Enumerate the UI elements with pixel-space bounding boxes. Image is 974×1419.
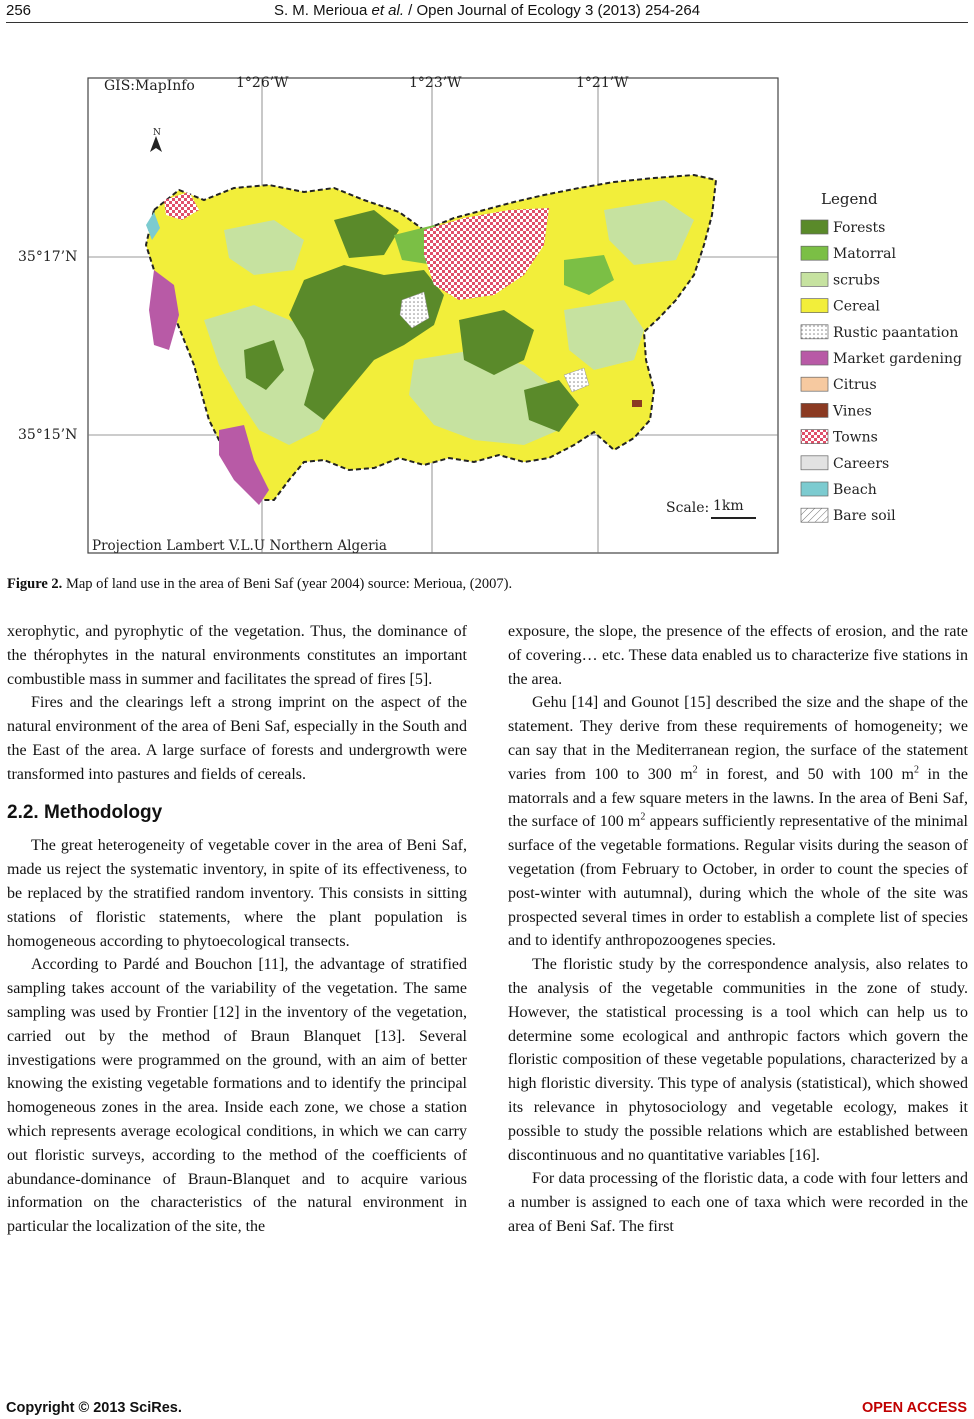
superscript: 2 bbox=[692, 764, 698, 776]
legend-swatch bbox=[801, 220, 828, 234]
text-run: appears sufficiently representative of the minimal surface of the vegetable formations. Regular visits during the season of vegetation (from February to October, in order to count the species of post-winter with autumnal), during which the whole of the site was prospected several times in order to establish a complete list of species and to identify anthropozoogenes species. bbox=[508, 813, 968, 950]
legend-swatch bbox=[801, 403, 828, 417]
scale-value: 1km bbox=[713, 498, 744, 514]
legend-swatch bbox=[801, 456, 828, 470]
caption-text: Map of land use in the area of Beni Saf (year 2004) source: Merioua, (2007). bbox=[62, 576, 513, 592]
superscript: 2 bbox=[914, 764, 919, 776]
land-use-map bbox=[4, 60, 972, 565]
legend-label: Forests bbox=[833, 220, 886, 236]
legend-label: Towns bbox=[833, 429, 878, 446]
legend-label: Vines bbox=[833, 403, 872, 420]
legend-label: Beach bbox=[833, 482, 877, 498]
left-column bbox=[7, 620, 467, 1239]
gis-label: GIS:MapInfo bbox=[104, 78, 195, 94]
scale-label: Scale: bbox=[666, 500, 710, 516]
paragraph: The floristic study by the correspondence analysis, also relates to the analysis of the vegetable communities in the zone of study. However, the statistical processing is a tool which can help us to determine some ecological and anthropic factors which govern the floristic composition of these vegetable populations, characterized by a high floristic diversity. This type of analysis (statistical), which showed its relevance in phytosociology and vegetable ecology, makes it possible to study the possible relations which are established between discontinuous and no quantitative variables [16]. bbox=[508, 956, 968, 1164]
legend-label: Market gardening bbox=[833, 351, 962, 367]
running-header bbox=[0, 2, 974, 19]
paragraph: According to Pardé and Bouchon [11], the advantage of stratified sampling takes account of the variability of the vegetation. The same sampling was used by Frontier [12] in the inventory of the vegetation, carried out by the method of Braun Blanquet [13]. Several investigations were programmed on the ground, with an aim of better knowing the existing vegetable formations and to identify the principal homogeneous zones in the area. Inside each zone, we chose a station which represents average ecological conditions, in which we can carry out floristic surveys, according to the method of the coefficients of abundance-dominance of Braun-Blanquet and to acquire various information on the characteristics of the natural environment in particular the localization of the site, the bbox=[7, 956, 467, 1236]
paragraph: Fires and the clearings left a strong imprint on the aspect of the natural environment of the area of Beni Saf, especially in the South and the East of the area. A large surface of forests and undergrowth were transformed into pastures and fields of cereals. bbox=[7, 694, 467, 783]
lon-label: 1°23’W bbox=[409, 75, 462, 91]
caption-label: Figure 2. bbox=[7, 576, 63, 592]
legend-swatch bbox=[801, 299, 828, 313]
legend-label: Rustic paantation bbox=[833, 324, 959, 341]
legend-label: Careers bbox=[833, 455, 890, 472]
paragraph: xerophytic, and pyrophytic of the vegetation. Thus, the dominance of the thérophytes in the natural environments constitutes an important combustible mass in summer and facilitates the spread of fires [5]. bbox=[7, 623, 467, 688]
section-heading: 2.2. Methodology bbox=[7, 801, 163, 823]
lat-label: 35°17’N bbox=[18, 249, 78, 265]
header-et-al: et al. bbox=[371, 2, 405, 19]
legend-label: Bare soil bbox=[833, 508, 896, 525]
lat-label: 35°15’N bbox=[18, 427, 78, 443]
projection-label: Projection Lambert V.L.U Northern Algeria bbox=[92, 538, 387, 554]
lon-label: 1°26’W bbox=[236, 75, 289, 91]
legend-swatch bbox=[801, 508, 828, 522]
legend-swatch bbox=[801, 430, 828, 444]
legend-swatch bbox=[801, 482, 828, 496]
page-number: 256 bbox=[6, 2, 32, 19]
legend-label: scrubs bbox=[833, 272, 880, 289]
header-rule bbox=[6, 22, 968, 23]
map-figure bbox=[4, 60, 972, 565]
vines-area bbox=[632, 400, 642, 407]
text-run: Gehu [14] and Gounot [15] described the size and the shape of the statement. They derive from these requirements of homogeneity; we can say that in the Mediterranean region, the surface of the statement varies from 100 to 300 m bbox=[508, 694, 968, 783]
paragraph bbox=[508, 691, 968, 953]
figure-caption bbox=[7, 576, 512, 593]
legend-label: Matorral bbox=[833, 246, 896, 263]
text-run: in the matorrals and a few square meters in the lawns. In the area of Beni Saf, the surface of 100 m bbox=[508, 765, 968, 831]
legend-label: Cereal bbox=[833, 298, 880, 315]
north-label: N bbox=[153, 128, 161, 138]
legend-swatch bbox=[801, 377, 828, 391]
paragraph: exposure, the slope, the presence of the effects of erosion, and the rate of covering… etc. These data enabled us to characterize five stations in the area. bbox=[508, 623, 968, 688]
legend-title: Legend bbox=[821, 190, 878, 208]
map-legend bbox=[801, 220, 962, 524]
copyright-notice: Copyright © 2013 SciRes. bbox=[6, 1400, 182, 1416]
paragraph: For data processing of the floristic data, a code with four letters and a number is assigned to each one of taxa which were recorded in the area of Beni Saf. The first bbox=[508, 1170, 968, 1235]
paragraph: The great heterogeneity of vegetable cover in the area of Beni Saf, made us reject the systematic inventory, in spite of its effectiveness, to be replaced by the stratified random inventory. This consists in sitting stations of floristic statements, where the plant population is homogeneous according to phytoecological transects. bbox=[7, 837, 467, 950]
text-run: in forest, and 50 with 100 m bbox=[697, 765, 914, 783]
lon-label: 1°21’W bbox=[576, 75, 629, 91]
legend-swatch bbox=[801, 325, 828, 339]
header-authors: S. M. Merioua bbox=[273, 2, 368, 19]
legend-swatch bbox=[801, 246, 828, 260]
right-column bbox=[508, 620, 968, 1239]
legend-swatch bbox=[801, 351, 828, 365]
legend-label: Citrus bbox=[833, 377, 877, 394]
open-access-label: OPEN ACCESS bbox=[861, 1400, 967, 1416]
header-journal: / Open Journal of Ecology 3 (2013) 254-264 bbox=[404, 2, 701, 19]
legend-swatch bbox=[801, 272, 828, 286]
superscript: 2 bbox=[640, 812, 646, 824]
